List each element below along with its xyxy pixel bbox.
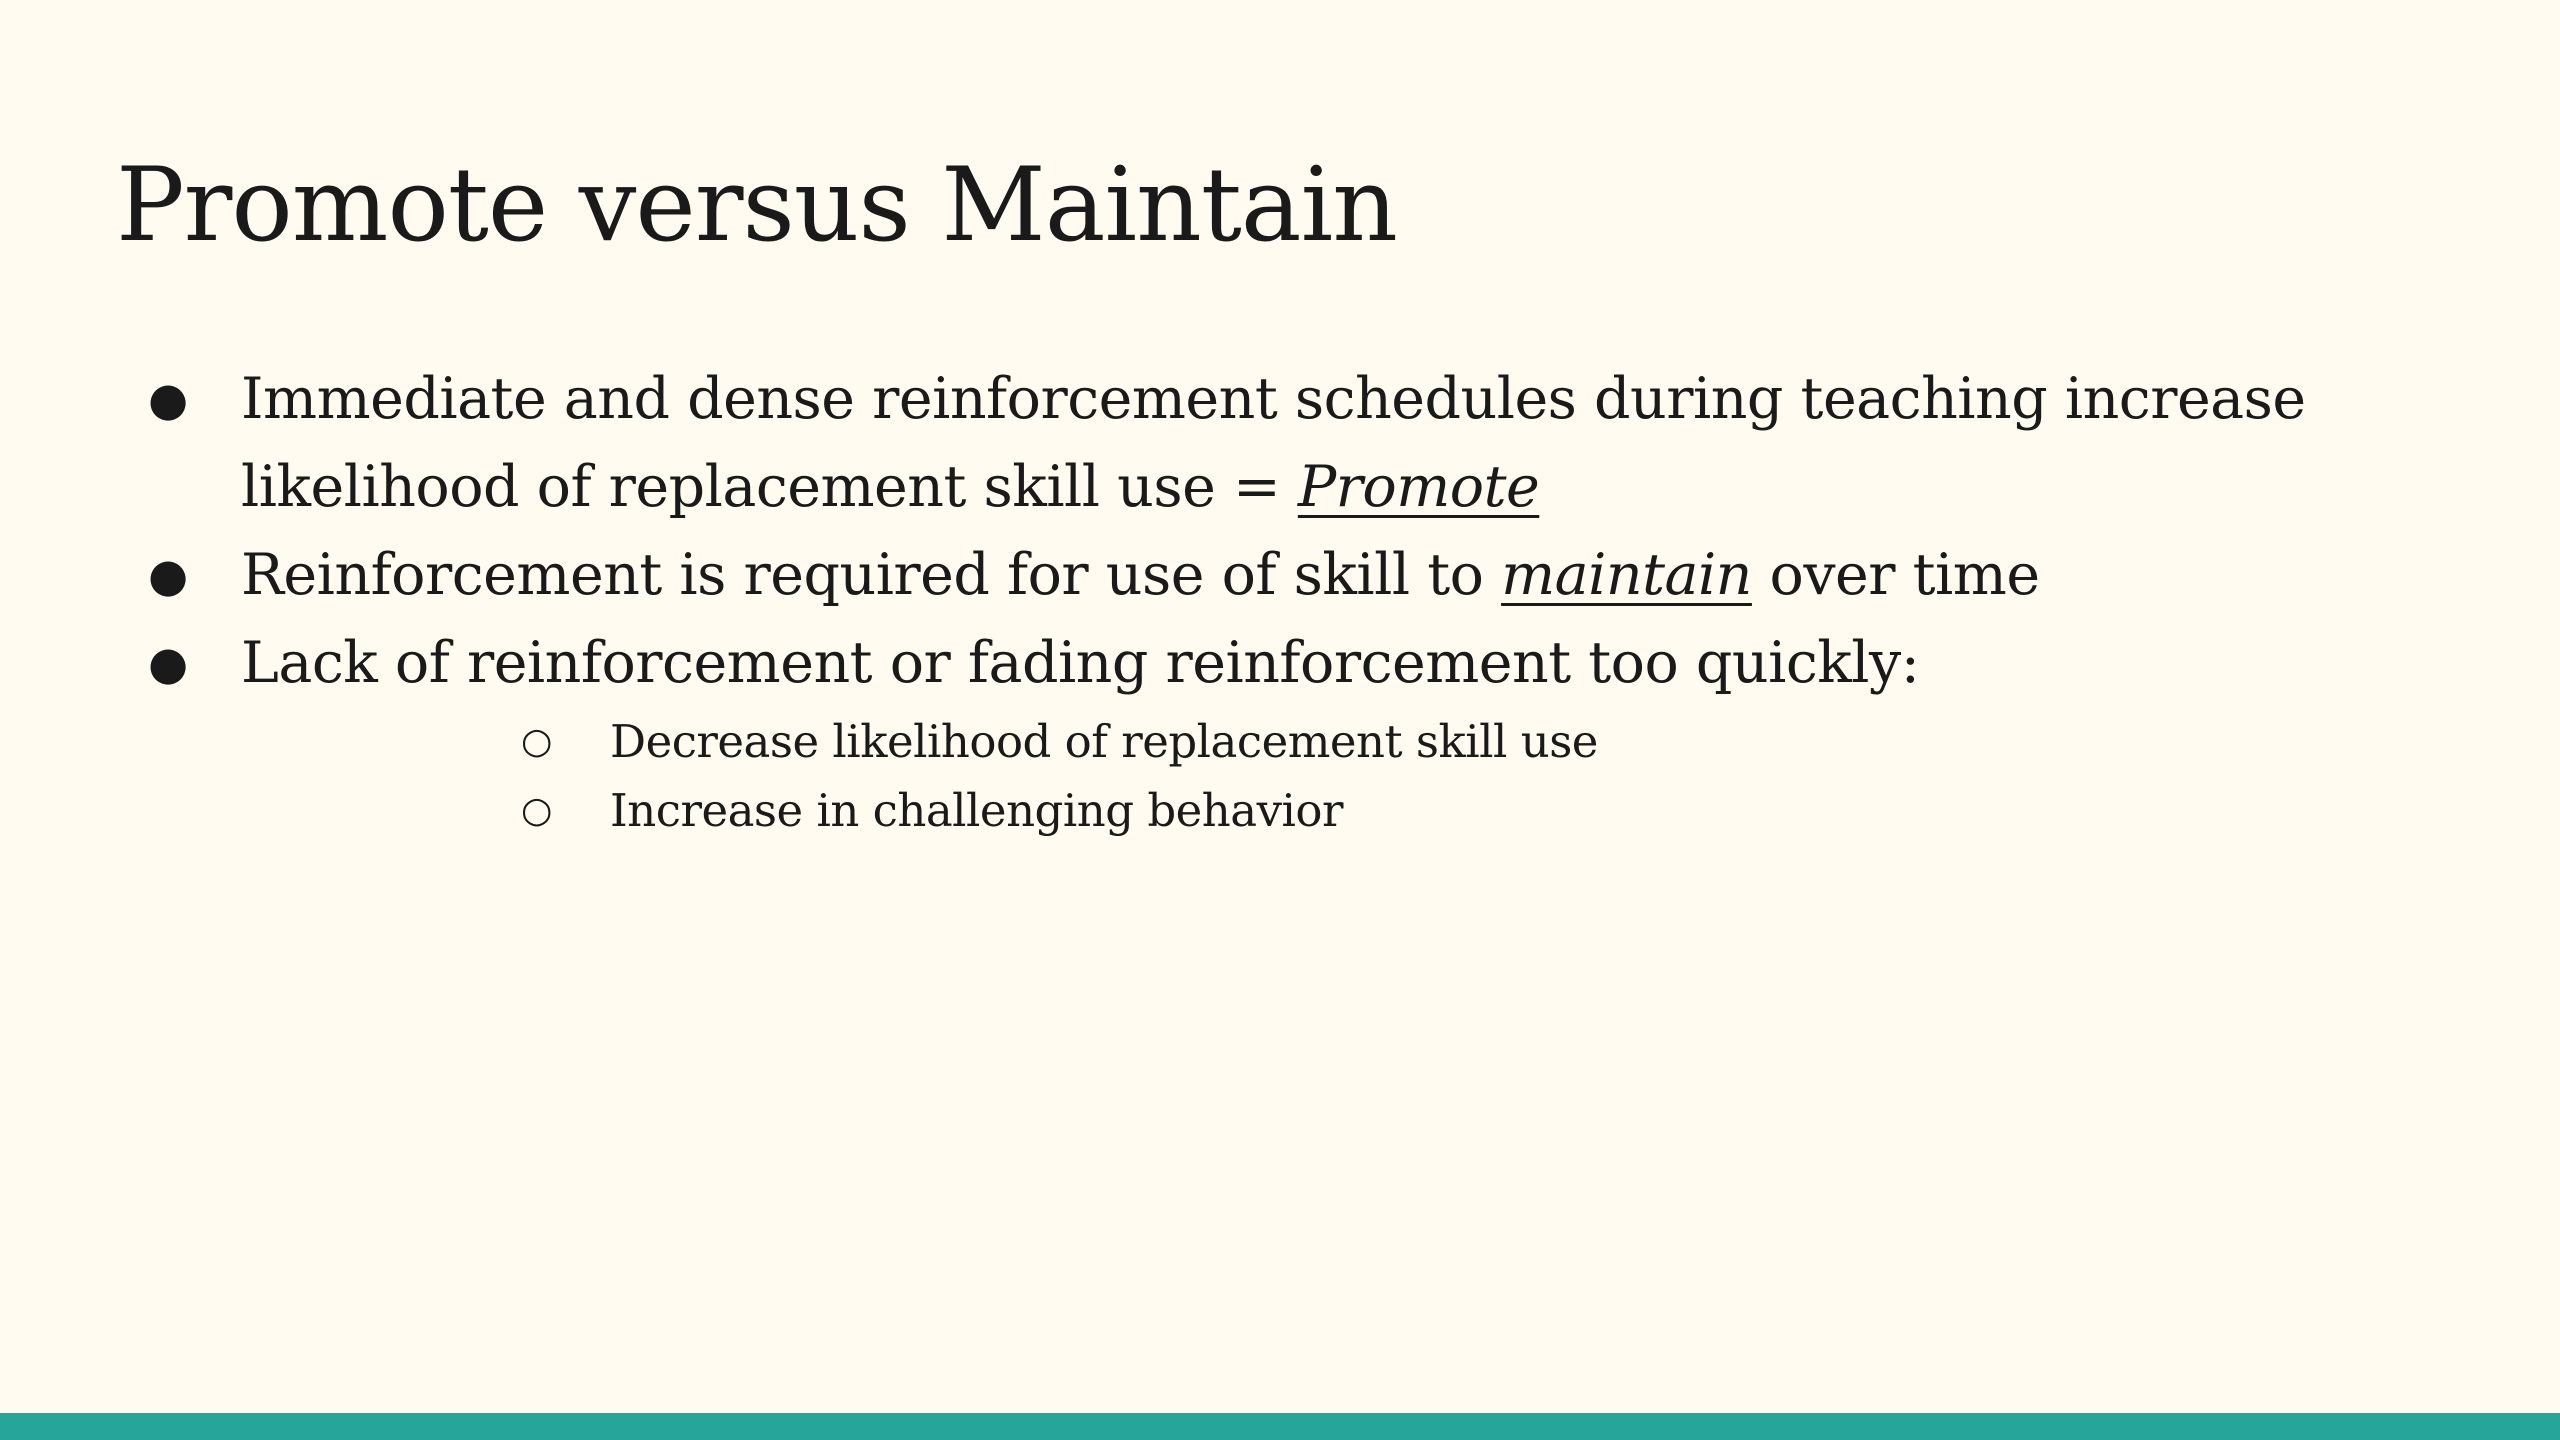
bullet-item (0, 355, 2400, 531)
bullet-item (0, 531, 2400, 619)
bullet-text: Immediate and dense reinforcement schedules during teaching increase likelihood of replacement skill use = (241, 366, 2306, 520)
footer-accent-bar (0, 1413, 2560, 1440)
sub-bullet-text: Decrease likelihood of replacement skill use (610, 715, 1598, 768)
bullet-dot-icon: ● (148, 548, 188, 602)
hollow-circle-icon: ○ (521, 790, 552, 831)
sub-bullet-text: Increase in challenging behavior (610, 784, 1344, 837)
hollow-circle-icon: ○ (521, 721, 552, 762)
bullet-list (0, 355, 2400, 845)
sub-bullet-list (241, 707, 2400, 845)
slide-title: Promote versus Maintain (116, 146, 1397, 265)
bullet-dot-icon: ● (148, 636, 188, 690)
bullet-item (0, 619, 2400, 845)
bullet-text: Reinforcement is required for use of skill to (241, 542, 1502, 608)
emphasis-text: maintain (1501, 542, 1752, 608)
sub-bullet-item (241, 707, 2400, 776)
bullet-text-after: over time (1751, 542, 2040, 608)
bullet-dot-icon: ● (148, 372, 188, 426)
sub-bullet-item (241, 776, 2400, 845)
bullet-text: Lack of reinforcement or fading reinforcement too quickly: (241, 630, 1920, 696)
emphasis-text: Promote (1297, 454, 1540, 520)
